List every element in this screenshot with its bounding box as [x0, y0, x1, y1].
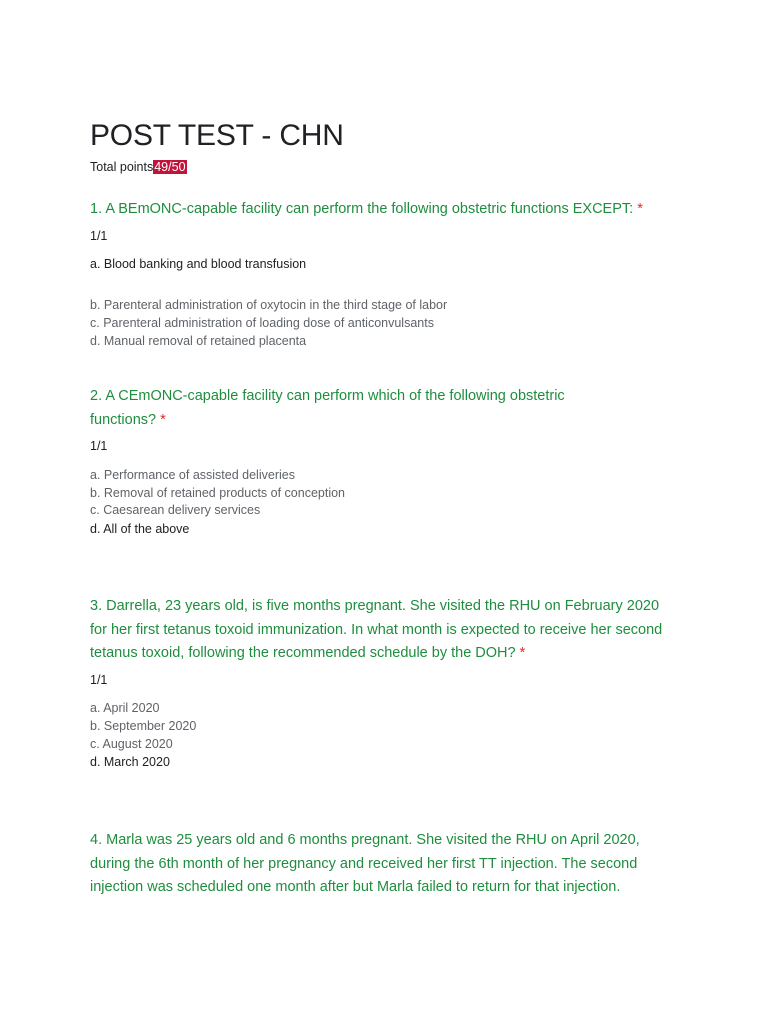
question-3-points: 1/1	[90, 673, 108, 687]
question-3-option-a[interactable]: a. April 2020	[90, 701, 160, 715]
question-3-option-b[interactable]: b. September 2020	[90, 719, 197, 733]
required-asterisk: *	[519, 645, 526, 661]
question-2-points: 1/1	[90, 439, 108, 453]
question-1-title	[90, 198, 685, 222]
question-3-text: 3. Darrella, 23 years old, is five months pregnant. She visited the RHU on February 2020 for her first tetanus toxoid immunization. In what month is expected to receive her second tetanus toxoid, following the recommended schedule by the DOH?	[90, 598, 663, 661]
question-1-option-c[interactable]: c. Parenteral administration of loading dose of anticonvulsants	[90, 316, 434, 330]
question-4-text: 4. Marla was 25 years old and 6 months pregnant. She visited the RHU on April 2020, during the 6th month of her pregnancy and received her first TT injection. The second injection was scheduled one month after but Marla failed to return for that injection.	[90, 832, 640, 895]
question-3-title	[90, 595, 670, 666]
question-1-option-a[interactable]: a. Blood banking and blood transfusion	[90, 257, 307, 271]
question-3-option-d[interactable]: d. March 2020	[90, 755, 170, 769]
question-1-option-d[interactable]: d. Manual removal of retained placenta	[90, 334, 307, 348]
required-asterisk: *	[637, 201, 643, 217]
required-asterisk: *	[160, 411, 166, 428]
question-2-option-a[interactable]: a. Performance of assisted deliveries	[90, 468, 295, 482]
total-points-score: 49/50	[154, 160, 186, 174]
question-3-option-c[interactable]: c. August 2020	[90, 737, 173, 751]
question-2-text: 2. A CEmONC-capable facility can perform which of the following obstetric functions?	[90, 388, 565, 428]
question-4-title	[90, 829, 680, 900]
question-1-option-b[interactable]: b. Parenteral administration of oxytocin in the third stage of labor	[90, 298, 448, 312]
question-2-option-d[interactable]: d. All of the above	[90, 522, 190, 536]
question-1-text: 1. A BEmONC-capable facility can perform the following obstetric functions EXCEPT:	[90, 201, 634, 217]
question-2-title	[90, 385, 610, 432]
question-2-option-b[interactable]: b. Removal of retained products of conception	[90, 486, 346, 500]
form-title: POST TEST - CHN	[90, 119, 344, 152]
question-2-option-c[interactable]: c. Caesarean delivery services	[90, 503, 261, 517]
total-points-label: Total points	[90, 160, 154, 174]
total-points	[90, 160, 187, 174]
question-1-points: 1/1	[90, 229, 108, 243]
